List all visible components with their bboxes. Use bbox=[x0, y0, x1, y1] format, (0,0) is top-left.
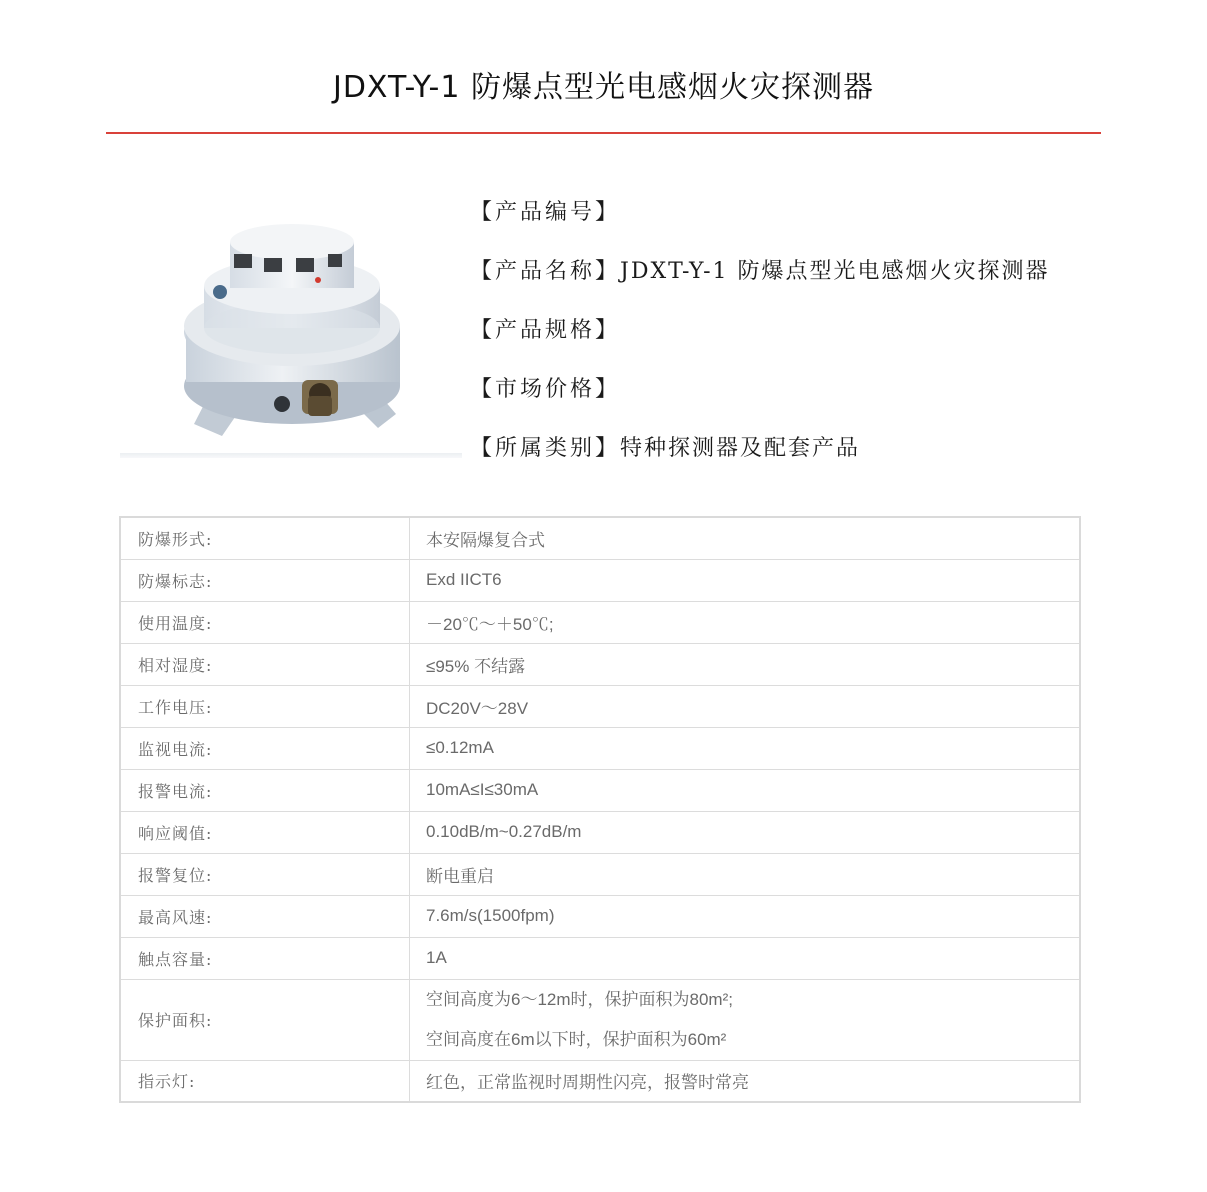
spec-value: 断电重启 bbox=[410, 853, 1081, 895]
info-label: 【产品名称】 bbox=[470, 259, 621, 284]
table-row bbox=[120, 1060, 1080, 1102]
spec-value bbox=[410, 979, 1081, 1060]
table-row bbox=[120, 853, 1080, 895]
table-row bbox=[120, 895, 1080, 937]
spec-key: 防爆形式: bbox=[120, 517, 410, 559]
info-category bbox=[470, 426, 1170, 485]
info-value: JDXT-Y-1 防爆点型光电感烟火灾探测器 bbox=[620, 259, 1050, 284]
table-row bbox=[120, 643, 1080, 685]
spec-key: 指示灯: bbox=[120, 1060, 410, 1102]
spec-key: 工作电压: bbox=[120, 685, 410, 727]
spec-key: 保护面积: bbox=[120, 979, 410, 1060]
info-label: 【产品规格】 bbox=[470, 318, 621, 343]
table-row bbox=[120, 685, 1080, 727]
table-row bbox=[120, 559, 1080, 601]
spec-value: ≤95% 不结露 bbox=[410, 643, 1081, 685]
spec-value-line: 空间高度为6～12m时，保护面积为80m²; bbox=[426, 989, 733, 1009]
spec-value: 10mA≤I≤30mA bbox=[410, 769, 1081, 811]
spec-key: 最高风速: bbox=[120, 895, 410, 937]
table-row bbox=[120, 601, 1080, 643]
product-info-list bbox=[470, 190, 1170, 485]
table-row bbox=[120, 811, 1080, 853]
table-row bbox=[120, 937, 1080, 979]
info-value: 特种探测器及配套产品 bbox=[620, 436, 861, 461]
table-row bbox=[120, 769, 1080, 811]
spec-key: 响应阈值: bbox=[120, 811, 410, 853]
table-row bbox=[120, 517, 1080, 559]
spec-value: 0.10dB/m~0.27dB/m bbox=[410, 811, 1081, 853]
spec-key: 触点容量: bbox=[120, 937, 410, 979]
spec-value: DC20V～28V bbox=[410, 685, 1081, 727]
spec-key: 报警复位: bbox=[120, 853, 410, 895]
info-label: 【市场价格】 bbox=[470, 377, 621, 402]
spec-value: 7.6m/s(1500fpm) bbox=[410, 895, 1081, 937]
spec-value: 1A bbox=[410, 937, 1081, 979]
info-label: 【所属类别】 bbox=[470, 436, 621, 461]
spec-value: ≤0.12mA bbox=[410, 727, 1081, 769]
spec-value: 本安隔爆复合式 bbox=[410, 517, 1081, 559]
spec-key: 相对湿度: bbox=[120, 643, 410, 685]
info-product-spec bbox=[470, 308, 1170, 367]
table-row bbox=[120, 727, 1080, 769]
image-shadow bbox=[120, 453, 462, 458]
spec-value: 红色，正常监视时周期性闪亮，报警时常亮 bbox=[410, 1060, 1081, 1102]
spec-value-line: 空间高度在6m以下时，保护面积为60m² bbox=[426, 1029, 727, 1049]
info-product-name bbox=[470, 249, 1170, 308]
page-title: JDXT-Y-1 防爆点型光电感烟火灾探测器 bbox=[332, 70, 875, 105]
info-product-number bbox=[470, 190, 1170, 249]
spec-key: 监视电流: bbox=[120, 727, 410, 769]
title-divider bbox=[106, 132, 1101, 134]
table-row bbox=[120, 979, 1080, 1060]
spec-value: －20℃～＋50℃; bbox=[410, 601, 1081, 643]
spec-table bbox=[119, 516, 1081, 1103]
info-label: 【产品编号】 bbox=[470, 200, 621, 225]
spec-key: 使用温度: bbox=[120, 601, 410, 643]
spec-key: 防爆标志: bbox=[120, 559, 410, 601]
spec-value: Exd IICT6 bbox=[410, 559, 1081, 601]
info-market-price bbox=[470, 367, 1170, 426]
spec-key: 报警电流: bbox=[120, 769, 410, 811]
smoke-detector-icon bbox=[182, 214, 408, 442]
